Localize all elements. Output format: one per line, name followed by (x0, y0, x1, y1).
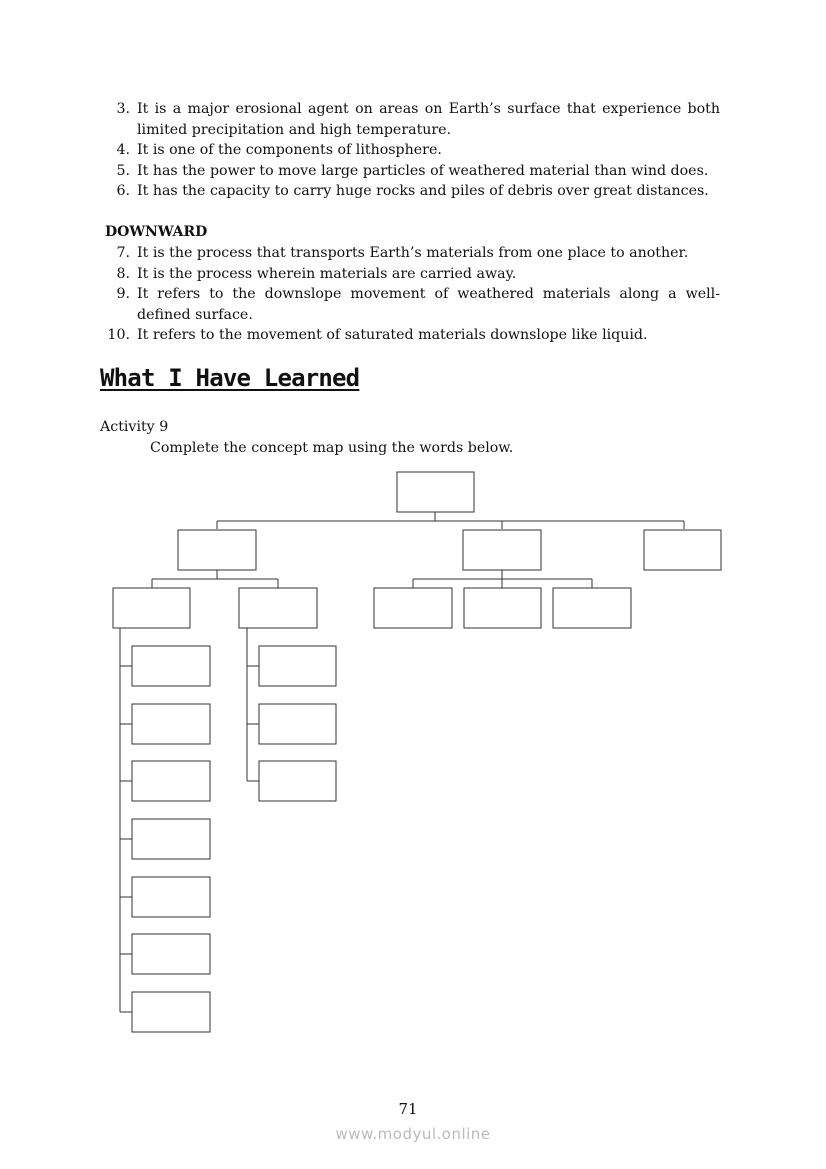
concept-box-level1[interactable] (644, 530, 721, 570)
clue-item: 5. It has the power to move large particles of weathered material than wind does. (116, 162, 709, 179)
clue-item: 6. It has the capacity to carry huge rocks and piles of debris over great distances. (116, 183, 709, 200)
concept-box-level1[interactable] (178, 530, 256, 570)
section-title: What I Have Learned (100, 364, 360, 392)
concept-box-level1[interactable] (463, 530, 541, 570)
concept-box-leaf[interactable] (259, 646, 336, 686)
page-number: 71 (398, 1100, 418, 1118)
concept-box-leaf[interactable] (132, 761, 210, 801)
activity-label: Activity 9 (100, 419, 169, 435)
clue-item: 3. It is a major erosional agent on areas on Earth’s surface that experience both limited precipitation and high temperature. (116, 101, 720, 138)
activity-instruction: Complete the concept map using the words below. (150, 440, 514, 456)
clue-item: 10. It refers to the movement of saturated materials downslope like liquid. (107, 327, 648, 344)
concept-box-leaf[interactable] (259, 704, 336, 744)
concept-box-level2[interactable] (374, 588, 452, 628)
concept-box-level2[interactable] (239, 588, 317, 628)
concept-box-leaf[interactable] (132, 819, 210, 859)
clue-item: 9. It refers to the downslope movement of weathered materials along a well-defined surface. (116, 286, 720, 323)
clue-item: 4. It is one of the components of lithosphere. (116, 142, 442, 159)
concept-box-leaf[interactable] (132, 704, 210, 744)
concept-box-leaf[interactable] (132, 646, 210, 686)
concept-box-leaf[interactable] (132, 992, 210, 1032)
concept-box-root[interactable] (397, 472, 474, 512)
concept-map-connectors (120, 512, 684, 1012)
clue-item: 8. It is the process wherein materials are carried away. (116, 265, 517, 282)
concept-box-leaf[interactable] (132, 934, 210, 974)
watermark: www.modyul.online (335, 1125, 491, 1143)
concept-box-level2[interactable] (464, 588, 541, 628)
concept-box-leaf[interactable] (132, 877, 210, 917)
concept-box-level2[interactable] (553, 588, 631, 628)
concept-box-level2[interactable] (113, 588, 190, 628)
concept-box-leaf[interactable] (259, 761, 336, 801)
clue-item: 7. It is the process that transports Earth’s materials from one place to another. (116, 245, 689, 261)
downward-heading: DOWNWARD (105, 224, 208, 240)
